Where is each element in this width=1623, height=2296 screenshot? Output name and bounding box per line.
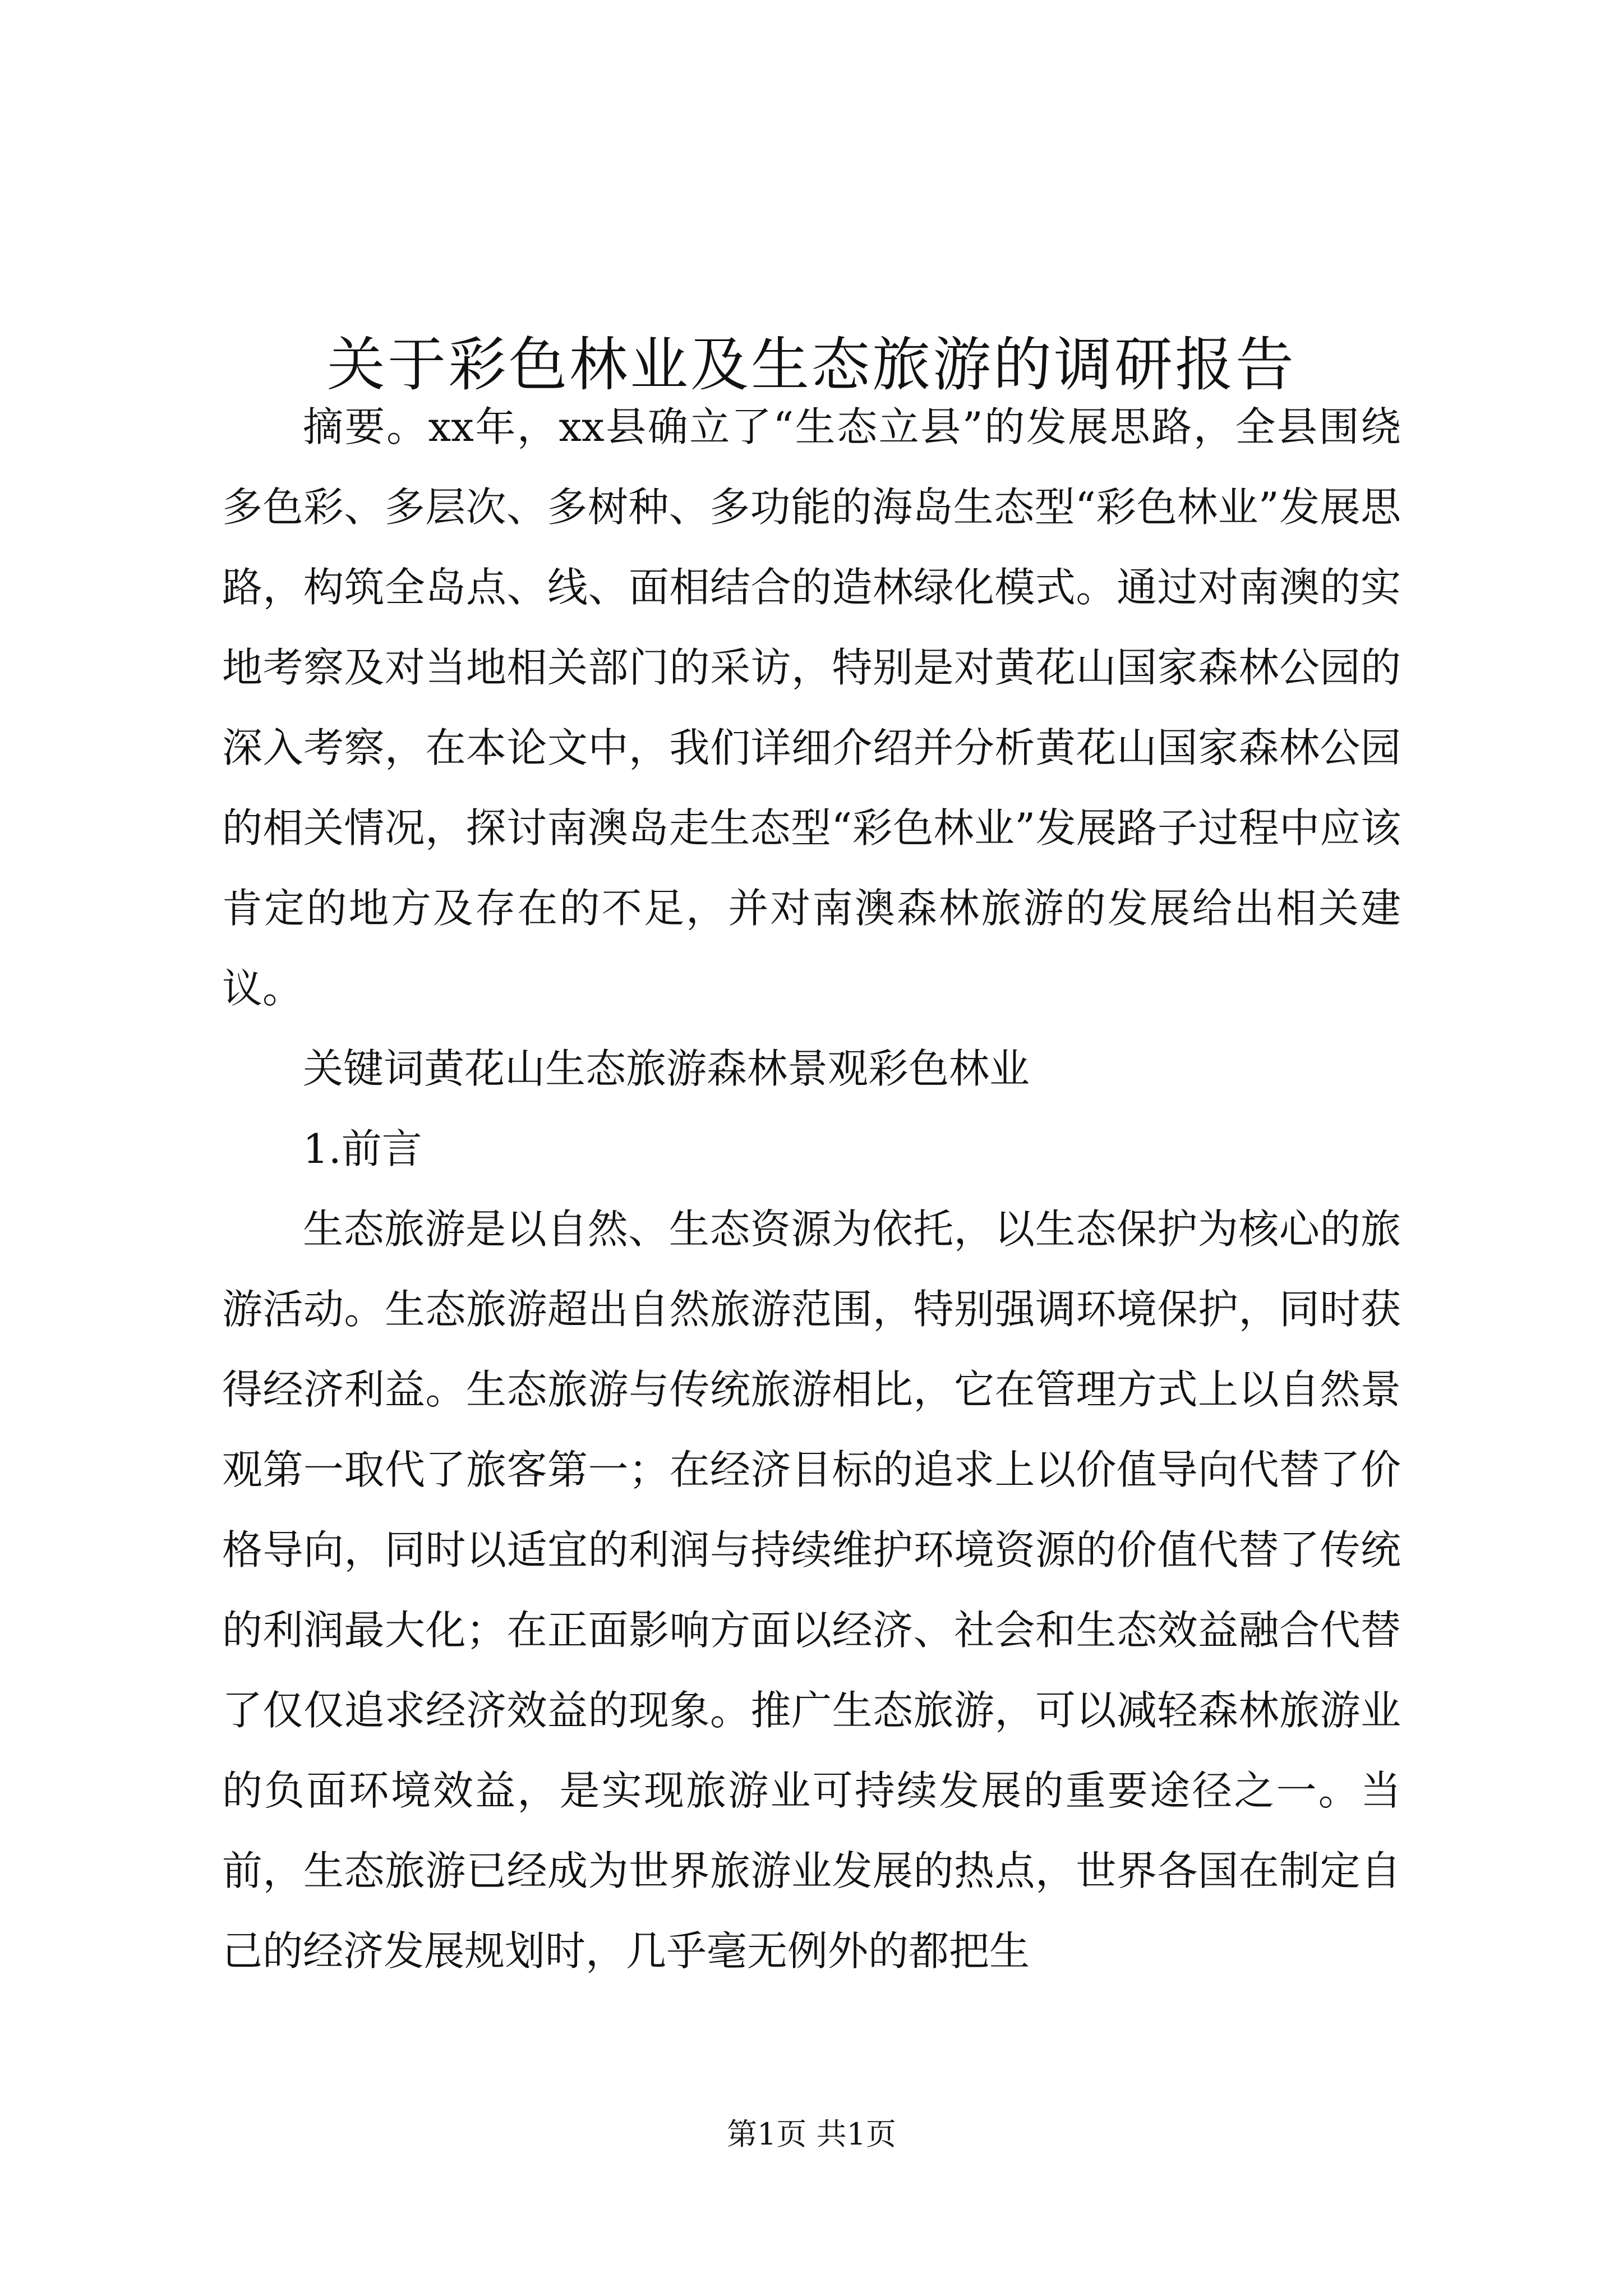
section-heading-preface: 1.前言 [303,1125,422,1172]
document-title: 关于彩色林业及生态旅游的调研报告 [326,330,1296,399]
document-body [222,387,1401,1991]
abstract-paragraph: 摘要。xx年，xx县确立了“生态立县”的发展思路，全县围绕多色彩、多层次、多树种、多功能的海岛生态型“彩色林业”发展思路，构筑全岛点、线、面相结合的造林绿化模式。通过对南澳的实地考察及对当地相关部门的采访，特别是对黄花山国家森林公园的深入考察，在本论文中，我们详细介绍并分析黄花山国家森林公园的相关情况，探讨南澳岛走生态型“彩色林业”发展路子过程中应该肯定的地方及存在的不足，并对南澳森林旅游的发展给出相关建议。 [222,403,1401,1012]
keywords-paragraph: 关键词黄花山生态旅游森林景观彩色林业 [303,1045,1030,1092]
body-paragraph: 生态旅游是以自然、生态资源为依托，以生态保护为核心的旅游活动。生态旅游超出自然旅游范围，特别强调环境保护，同时获得经济利益。生态旅游与传统旅游相比，它在管理方式上以自然景观第一取代了旅客第一；在经济目标的追求上以价值导向代替了价格导向，同时以适宜的利润与持续维护环境资源的价值代替了传统的利润最大化；在正面影响方面以经济、社会和生态效益融合代替了仅仅追求经济效益的现象。推广生态旅游，可以减轻森林旅游业的负面环境效益，是实现旅游业可持续发展的重要途径之一。当前，生态旅游已经成为世界旅游业发展的热点，世界各国在制定自己的经济发展规划时，几乎毫无例外的都把生 [222,1205,1401,1975]
page-footer: 第1页 共1页 [727,2116,896,2152]
